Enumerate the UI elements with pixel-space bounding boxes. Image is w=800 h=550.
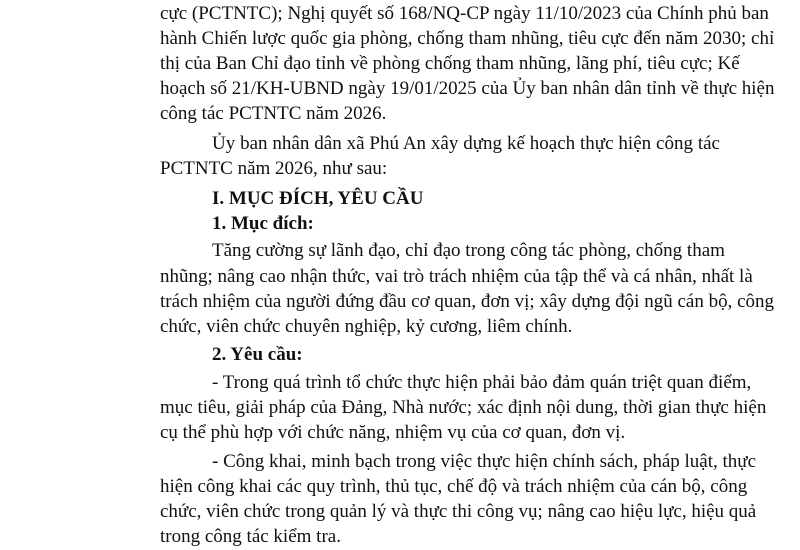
text-line: - Công khai, minh bạch trong việc thực hiện chính sách, pháp luật, thực: [212, 451, 757, 472]
text-line: nhũng; nâng cao nhận thức, vai trò trách nhiệm của tập thể và cá nhân, nhất là: [160, 266, 753, 287]
text-line: Tăng cường sự lãnh đạo, chỉ đạo trong công tác phòng, chống tham: [212, 240, 725, 261]
text-line: PCTNTC năm 2026, như sau:: [160, 158, 388, 179]
text-line: hoạch số 21/KH-UBND ngày 19/01/2025 của Ủy ban nhân dân tỉnh về thực hiện: [160, 78, 775, 99]
text-line: chức, viên chức chuyên nghiệp, kỷ cương, liêm chính.: [160, 316, 573, 337]
text-line: - Trong quá trình tổ chức thực hiện phải bảo đảm quán triệt quan điểm,: [212, 372, 752, 393]
subheading-purpose: 1. Mục đích:: [212, 213, 314, 234]
text-line: công tác PCTNTC năm 2026.: [160, 103, 387, 124]
section-heading: I. MỤC ĐÍCH, YÊU CẦU: [212, 188, 424, 209]
text-line: thị của Ban Chỉ đạo tỉnh về phòng chống tham nhũng, lãng phí, tiêu cực; Kế: [160, 53, 740, 74]
text-line: chức, viên chức trong quản lý và thực thi công vụ; nâng cao hiệu lực, hiệu quả: [160, 501, 757, 522]
text-line: hành Chiến lược quốc gia phòng, chống tham nhũng, tiêu cực đến năm 2030; chỉ: [160, 28, 775, 49]
text-line: trách nhiệm của người đứng đầu cơ quan, đơn vị; xây dựng đội ngũ cán bộ, công: [160, 291, 775, 312]
text-line: Ủy ban nhân dân xã Phú An xây dựng kế hoạch thực hiện công tác: [212, 133, 720, 154]
text-line: hiện công khai các quy trình, thủ tục, chế độ và trách nhiệm của cán bộ, công: [160, 476, 748, 497]
text-line: cụ thể phù hợp với chức năng, nhiệm vụ của cơ quan, đơn vị.: [160, 422, 626, 443]
text-line: mục tiêu, giải pháp của Đảng, Nhà nước; xác định nội dung, thời gian thực hiện: [160, 397, 767, 418]
text-line: trong công tác kiểm tra.: [160, 526, 341, 547]
subheading-requirements: 2. Yêu cầu:: [212, 344, 303, 365]
text-line: cực (PCTNTC); Nghị quyết số 168/NQ-CP ngày 11/10/2023 của Chính phủ ban: [160, 3, 769, 24]
